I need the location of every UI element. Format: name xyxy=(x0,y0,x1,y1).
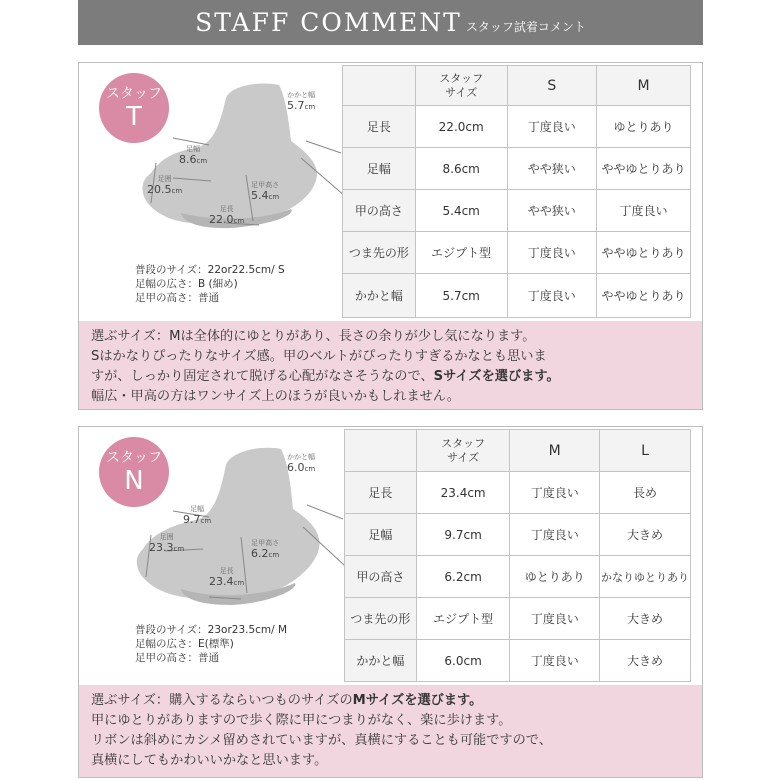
comment-line: 選ぶサイズ：Mは全体的にゆとりがあり、長さの余りが少し気になります。 xyxy=(91,329,536,344)
row-header: 甲の高さ xyxy=(343,190,416,232)
row-header: 甲の高さ xyxy=(345,556,417,598)
table-corner xyxy=(343,66,416,106)
staff-comment-box xyxy=(79,685,702,777)
table-cell: 22.0cm xyxy=(415,106,507,148)
table-row xyxy=(345,472,691,514)
table-cell: 8.6cm xyxy=(415,148,507,190)
table-row xyxy=(343,106,691,148)
table-row xyxy=(345,514,691,556)
table-cell: 丁度良い xyxy=(510,514,600,556)
chosen-size-emphasis: Sサイズを選びます。 xyxy=(433,369,560,384)
table-row xyxy=(343,190,691,232)
table-cell: エジプト型 xyxy=(415,232,507,274)
heel-width-label: かかと幅 6.0cm xyxy=(287,453,316,474)
stat-usual-size: 普段のサイズ：22or22.5cm/ S xyxy=(135,264,285,276)
measure-line xyxy=(306,141,341,153)
badge-letter: N xyxy=(124,466,144,496)
table-cell: 9.7cm xyxy=(416,514,510,556)
row-header: かかと幅 xyxy=(345,640,417,682)
table-cell: 長め xyxy=(600,472,691,514)
row-header: 足幅 xyxy=(343,148,416,190)
badge-top: スタッフ xyxy=(106,450,162,466)
length-label: 足長 22.0cm xyxy=(209,205,245,226)
table-cell: 6.2cm xyxy=(416,556,510,598)
comment-line: 幅広・甲高の方はワンサイズ上のほうが良いかもしれません。 xyxy=(91,389,460,404)
foot-circ-label: 足囲 23.3cm xyxy=(149,533,185,554)
table-row xyxy=(343,232,691,274)
row-header: 足長 xyxy=(343,106,416,148)
length-label: 足長 23.4cm xyxy=(209,567,245,588)
comment-line: すが、しっかり固定されて脱げる心配がなさそうなので、Sサイズを選びます。 xyxy=(91,369,560,384)
table-cell: エジプト型 xyxy=(416,598,510,640)
comment-line: 真横にしてもかわいいかなと思います。 xyxy=(91,753,328,768)
table-cell: 丁度良い xyxy=(510,472,600,514)
instep-label: 足甲高さ 5.4cm xyxy=(251,181,280,202)
table-cell: 丁度良い xyxy=(510,598,600,640)
table-cell: やや狭い xyxy=(507,190,597,232)
table-cell: 6.0cm xyxy=(416,640,510,682)
table-row xyxy=(345,640,691,682)
size-table xyxy=(344,429,691,682)
comment-line: リボンは斜めにカシメ留めされていますが、真横にすることも可能ですので、 xyxy=(91,733,552,748)
table-cell: 23.4cm xyxy=(416,472,510,514)
heel-width-label: かかと幅 5.7cm xyxy=(287,91,316,112)
staff-size-header: スタッフ サイズ xyxy=(415,66,507,106)
table-cell: 丁度良い xyxy=(507,232,597,274)
staff-comment-header xyxy=(78,0,703,45)
size-col-header: S xyxy=(507,66,597,106)
header-title: STAFF COMMENT xyxy=(195,8,462,37)
table-cell: 大きめ xyxy=(600,514,691,556)
staff-badge xyxy=(99,73,169,143)
table-cell: 大きめ xyxy=(600,598,691,640)
table-row xyxy=(345,556,691,598)
table-cell: ややゆとりあり xyxy=(597,274,691,318)
foot-width-label: 足幅 8.6cm xyxy=(179,145,208,166)
table-cell: 大きめ xyxy=(600,640,691,682)
staff-badge xyxy=(99,437,169,507)
staff-size-header: スタッフ サイズ xyxy=(416,430,510,472)
size-col-header: M xyxy=(510,430,600,472)
size-col-header: L xyxy=(600,430,691,472)
badge-top: スタッフ xyxy=(106,86,162,102)
badge-letter: T xyxy=(126,102,142,132)
size-table xyxy=(342,65,691,318)
table-cell: 丁度良い xyxy=(510,640,600,682)
staff-n-card xyxy=(78,426,703,778)
row-header: 足幅 xyxy=(345,514,417,556)
table-cell: ゆとりあり xyxy=(597,106,691,148)
stat-foot-width: 足幅の広さ：E(標準) xyxy=(135,638,234,650)
staff-stats xyxy=(135,263,375,305)
table-corner xyxy=(345,430,417,472)
table-row xyxy=(343,148,691,190)
header-subtitle: スタッフ試着コメント xyxy=(465,20,586,34)
table-row xyxy=(343,274,691,318)
staff-comment-box xyxy=(79,321,702,409)
table-cell: 丁度良い xyxy=(507,106,597,148)
chosen-size-emphasis: Mサイズを選びます。 xyxy=(352,693,483,708)
table-cell: 5.7cm xyxy=(415,274,507,318)
table-cell: やや狭い xyxy=(507,148,597,190)
comment-line: 甲にゆとりがありますので歩く際に甲につまりがなく、楽に歩けます。 xyxy=(91,713,512,728)
staff-t-card xyxy=(78,62,703,410)
stat-usual-size: 普段のサイズ：23or23.5cm/ M xyxy=(135,624,288,636)
row-header: つま先の形 xyxy=(345,598,417,640)
table-cell: ややゆとりあり xyxy=(597,232,691,274)
foot-width-label: 足幅 9.7cm xyxy=(183,505,212,526)
foot-circ-label: 足囲 20.5cm xyxy=(147,175,183,196)
row-header: 足長 xyxy=(345,472,417,514)
table-cell: ゆとりあり xyxy=(510,556,600,598)
comment-line: 選ぶサイズ：購入するならいつものサイズのMサイズを選びます。 xyxy=(91,693,483,708)
table-cell: 丁度良い xyxy=(597,190,691,232)
table-cell: ややゆとりあり xyxy=(597,148,691,190)
stat-foot-width: 足幅の広さ：B (細め) xyxy=(135,278,238,290)
stat-instep-height: 足甲の高さ：普通 xyxy=(135,292,219,304)
table-cell: 丁度良い xyxy=(507,274,597,318)
measure-line xyxy=(307,505,343,519)
row-header: つま先の形 xyxy=(343,232,416,274)
row-header: かかと幅 xyxy=(343,274,416,318)
table-cell: かなりゆとりあり xyxy=(600,556,691,598)
table-cell: 5.4cm xyxy=(415,190,507,232)
staff-stats xyxy=(135,623,375,665)
measure-line xyxy=(173,138,209,145)
stat-instep-height: 足甲の高さ：普通 xyxy=(135,652,219,664)
table-row xyxy=(345,598,691,640)
comment-line: Sはかなりぴったりなサイズ感。甲のベルトがぴったりすぎるかなとも思いま xyxy=(91,349,547,364)
size-col-header: M xyxy=(597,66,691,106)
instep-label: 足甲高さ 6.2cm xyxy=(251,539,280,560)
